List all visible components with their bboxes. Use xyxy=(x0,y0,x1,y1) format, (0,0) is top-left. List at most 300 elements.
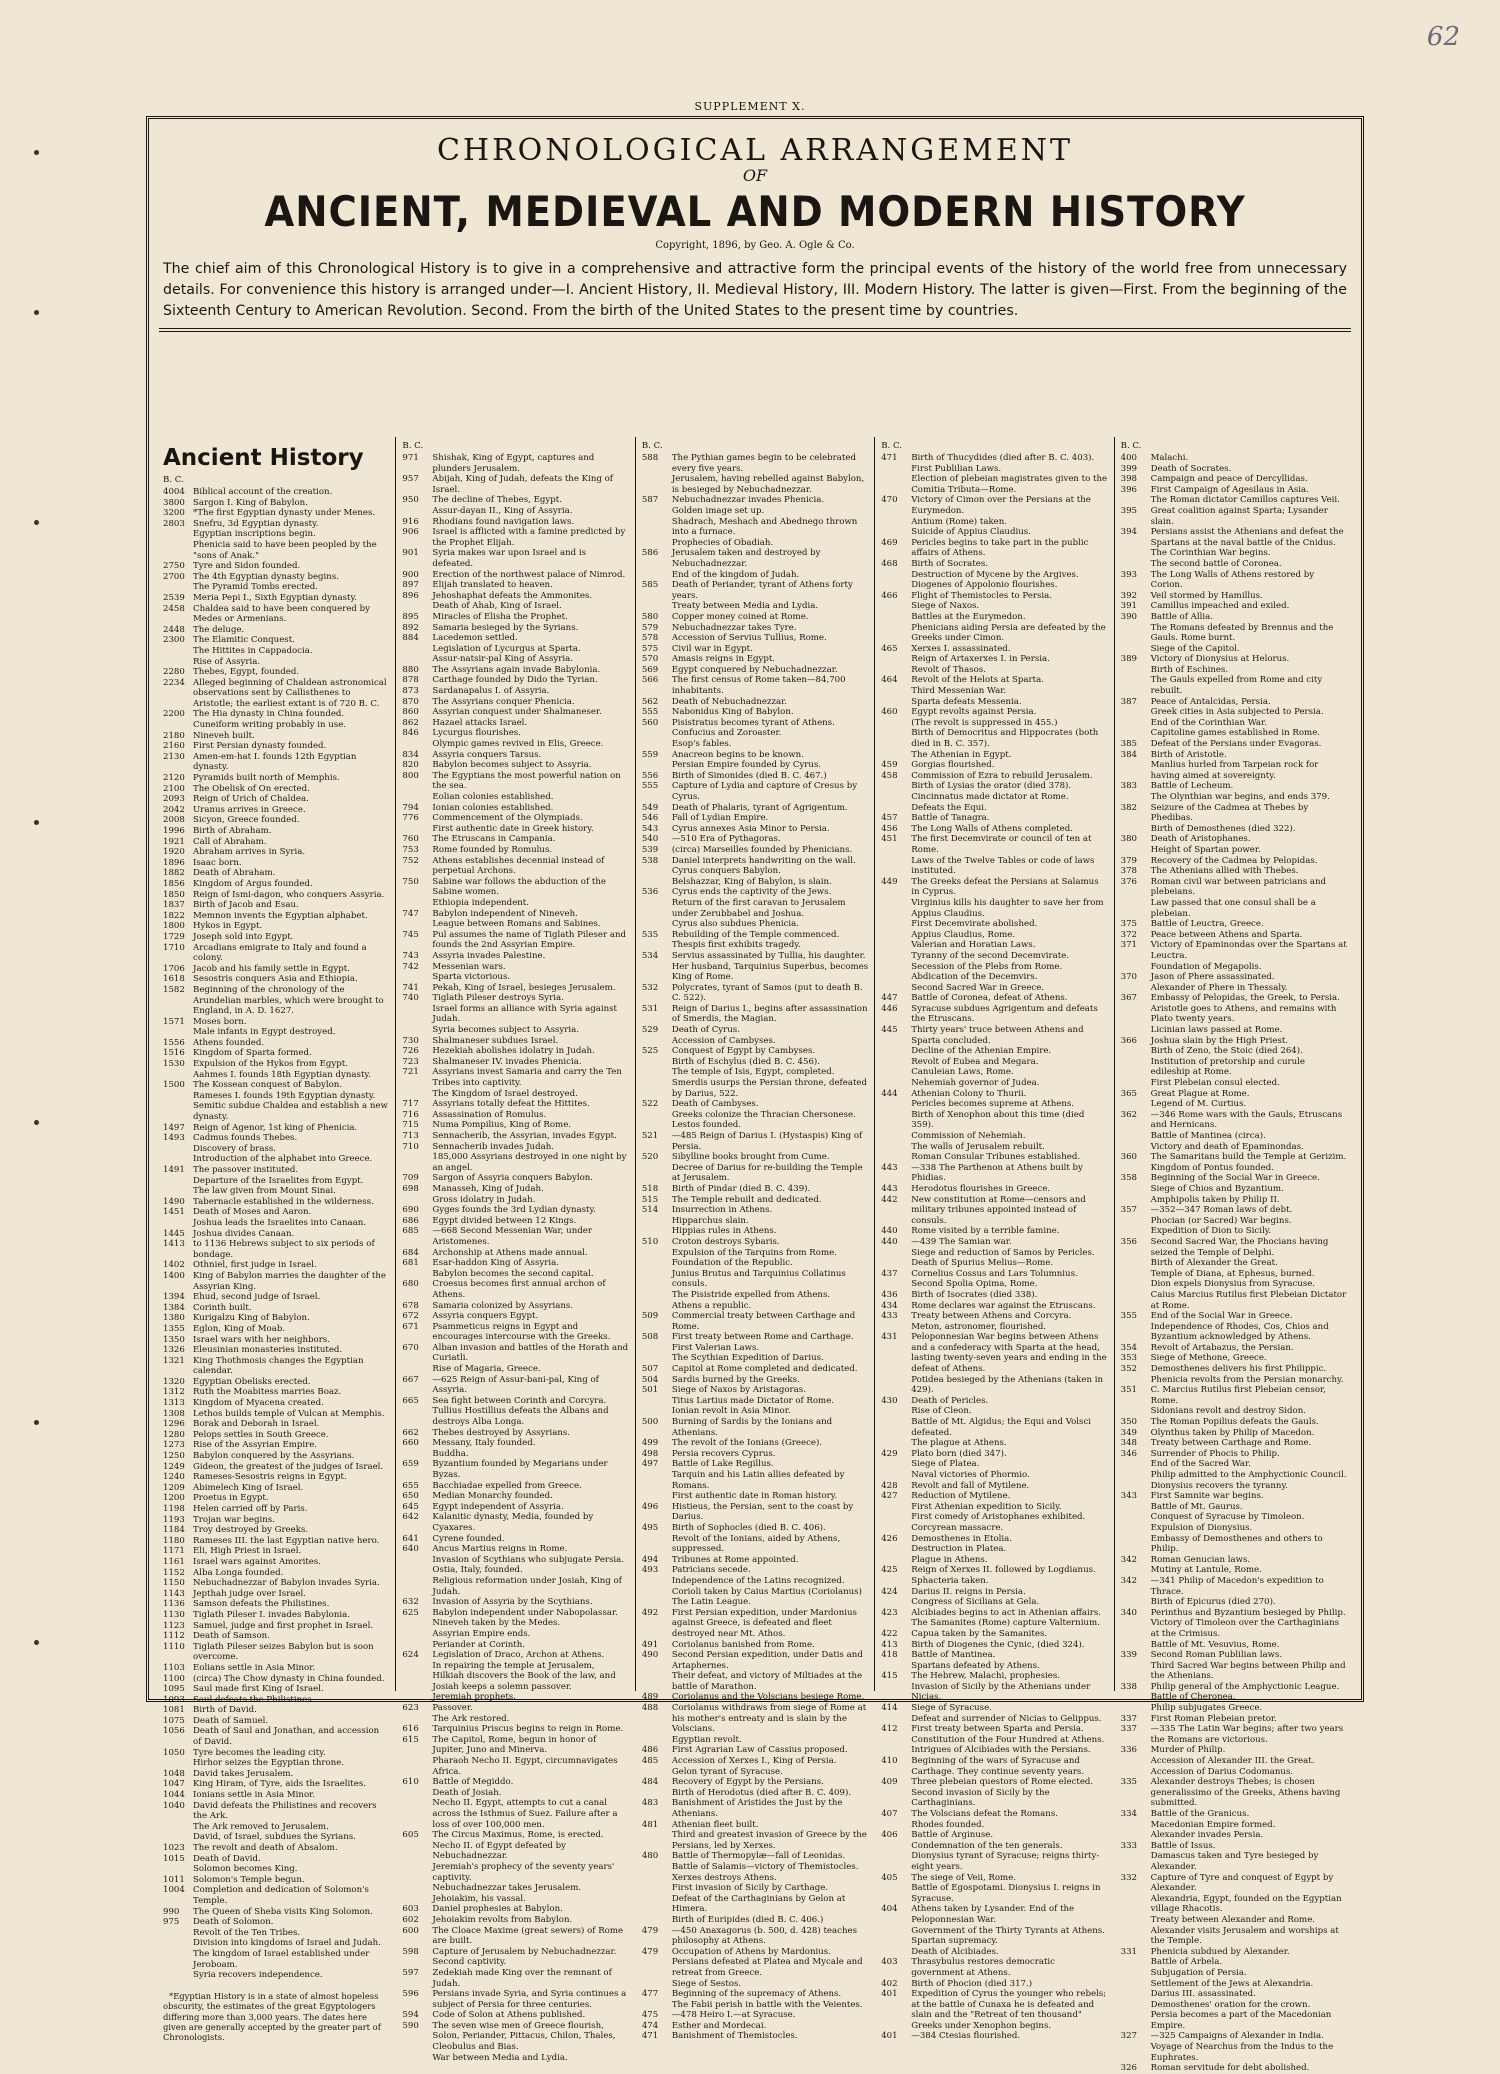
timeline-entry xyxy=(163,837,389,848)
entry-event: Ancus Martius reigns in Rome. xyxy=(432,1544,568,1555)
timeline-entry xyxy=(642,1385,868,1396)
timeline-entry xyxy=(642,1248,868,1259)
timeline-entry xyxy=(163,1419,389,1430)
timeline-entry xyxy=(642,1067,868,1078)
entry-year: 655 xyxy=(402,1480,419,1491)
timeline-entry xyxy=(1121,739,1347,750)
entry-year xyxy=(881,1131,911,1142)
timeline-entry xyxy=(881,1650,1107,1661)
entry-event: Battle of Issus. xyxy=(1150,1840,1216,1851)
timeline-entry xyxy=(402,665,628,676)
entry-year: 357 xyxy=(1120,1205,1138,1216)
entry-year xyxy=(642,1735,672,1746)
timeline-entry xyxy=(1121,1989,1347,2000)
timeline-entry xyxy=(163,1546,389,1557)
timeline-entry xyxy=(402,951,628,962)
timeline-entry xyxy=(642,1110,868,1121)
timeline-entry xyxy=(642,1036,868,1047)
entry-year xyxy=(642,728,672,739)
timeline-entry xyxy=(642,1989,868,2000)
timeline-entry xyxy=(1121,1078,1347,1089)
entry-event: Median Monarchy founded. xyxy=(432,1491,553,1502)
page-title: ANCIENT, MEDIEVAL AND MODERN HISTORY xyxy=(264,187,1246,236)
entry-event: Rome declares war against the Etruscans. xyxy=(911,1300,1096,1311)
entry-year xyxy=(881,1046,911,1057)
entry-year: 337 xyxy=(1120,1724,1138,1735)
timeline-entry xyxy=(881,1544,1107,1555)
timeline-entry xyxy=(642,1926,868,1947)
entry-year xyxy=(402,1406,432,1427)
timeline-entry xyxy=(402,1608,628,1619)
entry-year xyxy=(642,1067,672,1078)
entry-year: 2750 xyxy=(163,561,185,572)
timeline-entry xyxy=(881,760,1107,771)
entry-event: Murder of Philip. xyxy=(1150,1745,1226,1756)
timeline-entry xyxy=(642,771,868,782)
entry-year xyxy=(1121,1279,1151,1290)
entry-year: 466 xyxy=(881,590,898,601)
entry-event: Death of Aristophanes. xyxy=(1150,834,1251,845)
binding-hole xyxy=(34,520,39,525)
timeline-entry xyxy=(163,1472,389,1483)
entry-year xyxy=(881,474,911,495)
timeline-entry xyxy=(881,1195,1107,1227)
timeline-entry xyxy=(881,1587,1107,1598)
timeline-entry xyxy=(1121,1555,1347,1566)
timeline-entry xyxy=(642,2031,868,2042)
entry-year xyxy=(1121,1099,1151,1110)
timeline-entry xyxy=(1121,495,1347,506)
timeline-entry xyxy=(642,1851,868,1862)
timeline-entry xyxy=(881,1046,1107,1057)
timeline-entry xyxy=(642,517,868,538)
entry-year: 776 xyxy=(402,813,419,824)
timeline-entry xyxy=(163,1917,389,1928)
timeline-entry xyxy=(163,1186,389,1197)
entry-year xyxy=(163,646,193,657)
entry-year: 402 xyxy=(881,1978,898,1989)
entry-year xyxy=(642,1883,672,1894)
timeline-entry xyxy=(1121,1417,1347,1428)
entry-year xyxy=(881,1523,911,1534)
timeline-entry xyxy=(402,845,628,856)
timeline-entry xyxy=(163,635,389,646)
entry-event: Athens founded. xyxy=(193,1037,265,1048)
entry-event: The seven wise men of Greece flourish, Solon, Periander, Pittacus, Chilon, Thales, Cleobulus and Bias. xyxy=(432,2020,616,2053)
timeline-entry xyxy=(1121,1226,1347,1237)
entry-year xyxy=(881,718,911,729)
intro-paragraph: The chief aim of this Chronological History is to give in a comprehensive and attractive form the principal events of the history of the world free from unnecessary details. For convenience this history is arranged under—I. Ancient History, II. Medieval History, III. Modern History. The latter is given—First. From the beginning of the Sixteenth Century to American Revolution. Second. From the birth of the United States to the present time by countries. xyxy=(163,261,1347,319)
timeline-entry xyxy=(1121,1640,1347,1651)
entry-year xyxy=(881,1597,911,1608)
timeline-entry xyxy=(402,1406,628,1427)
timeline-entry xyxy=(642,1756,868,1767)
entry-event: Decree of Darius for re-building the Temple at Jerusalem. xyxy=(671,1162,863,1184)
entry-year xyxy=(1121,675,1151,696)
timeline-entry xyxy=(402,1449,628,1460)
entry-event: Third Messenian War. xyxy=(911,686,1007,697)
entry-year xyxy=(881,1067,911,1078)
timeline-entry xyxy=(163,868,389,879)
timeline-entry xyxy=(881,1226,1107,1237)
entry-event: Eolians settle in Asia Minor. xyxy=(193,1662,316,1673)
entry-year: 342 xyxy=(1120,1554,1138,1565)
entry-event: Reign of Xerxes II. followed by Logdianus. xyxy=(911,1565,1096,1576)
entry-event: The Obelisk of On erected. xyxy=(193,783,310,794)
entry-event: Sardanapalus I. of Assyria. xyxy=(432,686,550,697)
entry-year xyxy=(881,1947,911,1958)
entry-event: Death of Nebuchadnezzar. xyxy=(671,696,788,707)
entry-year: 1209 xyxy=(163,1482,185,1493)
entry-event: Battle of Mt. Gaurus. xyxy=(1150,1501,1243,1512)
entry-event: Greeks colonize the Thracian Chersonese. xyxy=(671,1109,856,1120)
entry-year xyxy=(402,1894,432,1905)
entry-event: Amen-em-hat I. founds 12th Egyptian dynasty. xyxy=(193,751,357,773)
entry-year: 382 xyxy=(1120,802,1138,813)
timeline-entry xyxy=(881,1703,1107,1714)
entry-year: 1015 xyxy=(163,1853,185,1864)
timeline-entry xyxy=(163,1345,389,1356)
timeline-entry xyxy=(402,675,628,686)
entry-event: —478 Heiro I.—at Syracuse. xyxy=(671,2010,796,2021)
entry-year xyxy=(163,1758,193,1769)
entry-event: Birth of Alexander the Great. xyxy=(1150,1258,1278,1269)
entry-year: 716 xyxy=(402,1109,419,1120)
entry-year: 642 xyxy=(402,1512,419,1523)
entry-year xyxy=(642,570,672,581)
timeline-entry xyxy=(402,1544,628,1555)
entry-year xyxy=(1121,1057,1151,1078)
entry-year: 740 xyxy=(402,993,419,1004)
timeline-entry xyxy=(163,805,389,816)
timeline-entry xyxy=(642,1438,868,1449)
timeline-entry xyxy=(163,1610,389,1621)
entry-event: Babylon becomes the second capital. xyxy=(432,1268,594,1279)
timeline-entry xyxy=(402,1459,628,1480)
timeline-entry xyxy=(1121,750,1347,761)
timeline-entry xyxy=(163,678,389,710)
entry-year: 430 xyxy=(881,1395,898,1406)
entry-event: Corcyrean massacre. xyxy=(911,1522,1004,1533)
entry-event: Jason of Phere assassinated. xyxy=(1150,972,1275,983)
binding-hole xyxy=(34,150,39,155)
era-label: B. C. xyxy=(881,441,902,451)
entry-year: 602 xyxy=(402,1914,419,1925)
entry-year: 794 xyxy=(402,802,419,813)
timeline-entry xyxy=(642,1057,868,1068)
entry-year: 880 xyxy=(402,664,419,675)
entry-year: 1308 xyxy=(163,1408,185,1419)
entry-event: Roman civil war between patricians and plebeians. xyxy=(1150,876,1327,898)
timeline-entry xyxy=(642,1290,868,1301)
entry-year: 1312 xyxy=(163,1387,185,1398)
entry-year: 645 xyxy=(402,1501,419,1512)
timeline-entry xyxy=(881,940,1107,951)
timeline-entry xyxy=(1121,877,1347,898)
entry-event: Birth of Eschylus (died B. C. 456). xyxy=(671,1056,821,1067)
entry-event: Invasion of Sicily by the Athenians under Nicias. xyxy=(911,1681,1091,1703)
binding-hole xyxy=(34,820,39,825)
entry-event: Tribunes at Rome appointed. xyxy=(671,1554,799,1565)
entry-event: Semitic subdue Chaldea and establish a new dynasty. xyxy=(193,1101,388,1123)
entry-event: Laws of the Twelve Tables or code of laws instituted. xyxy=(911,855,1095,877)
entry-year: 1152 xyxy=(163,1567,185,1578)
timeline-entry xyxy=(1121,824,1347,835)
entry-year: 623 xyxy=(402,1703,419,1714)
entry-event: Syria makes war upon Israel and is defeated. xyxy=(432,548,587,569)
entry-event: Second invasion of Sicily by the Carthaginians. xyxy=(911,1787,1050,1809)
entry-event: Nabonidus King of Babylon. xyxy=(671,707,794,718)
timeline-entry xyxy=(881,1290,1107,1301)
entry-year: 587 xyxy=(641,495,659,506)
timeline-entry xyxy=(402,930,628,951)
entry-year: 376 xyxy=(1120,876,1138,887)
entry-year: 497 xyxy=(641,1459,659,1470)
timeline-entry xyxy=(1121,2010,1347,2031)
timeline-entry xyxy=(163,1409,389,1420)
entry-year xyxy=(642,1036,672,1047)
entry-year: 665 xyxy=(402,1395,419,1406)
entry-event: Second Spolia Opima, Rome. xyxy=(911,1279,1038,1290)
entry-event: Capitoline games established in Rome. xyxy=(1150,728,1321,739)
timeline-entry xyxy=(642,1640,868,1651)
timeline-entry xyxy=(881,1904,1107,1925)
entry-year: 753 xyxy=(402,844,419,855)
timeline-entry xyxy=(402,2010,628,2021)
timeline-entry xyxy=(642,845,868,856)
timeline-entry xyxy=(163,1070,389,1081)
entry-year xyxy=(1121,1894,1151,1915)
timeline-entry xyxy=(163,1525,389,1536)
entry-event: Religious reformation under Josiah, King of Judah. xyxy=(432,1575,622,1597)
entry-event: Phenicia subdued by Alexander. xyxy=(1150,1946,1290,1957)
entry-year xyxy=(642,1873,672,1884)
timeline-entry xyxy=(881,983,1107,994)
entry-year: 342 xyxy=(1120,1575,1138,1586)
entry-year xyxy=(642,1979,672,1990)
timeline-entry xyxy=(881,1004,1107,1025)
entry-event: Beginning of the Social War in Greece. xyxy=(1150,1173,1320,1184)
timeline-entry xyxy=(163,1483,389,1494)
entry-year xyxy=(1121,1004,1151,1025)
timeline-entry xyxy=(1121,1745,1347,1756)
entry-year: 597 xyxy=(402,1967,419,1978)
timeline-entry xyxy=(402,1481,628,1492)
entry-year: 710 xyxy=(402,1141,419,1152)
timeline-entry xyxy=(1121,2000,1347,2011)
timeline-entry xyxy=(402,1512,628,1533)
entry-year: 394 xyxy=(1120,527,1138,538)
timeline-entry xyxy=(881,718,1107,729)
entry-year xyxy=(881,1248,911,1259)
entry-event: Accession of Darius Codomanus. xyxy=(1150,1766,1294,1777)
entry-event: The Athenian in Egypt. xyxy=(911,749,1012,760)
timeline-entry xyxy=(642,1862,868,1873)
entry-event: The siege of Veii, Rome. xyxy=(911,1872,1017,1883)
entry-event: Battle of Lake Regillus. xyxy=(671,1459,774,1470)
title-top: CHRONOLOGICAL ARRANGEMENT xyxy=(436,133,1074,168)
entry-event: Esther and Mordecai. xyxy=(671,2020,767,2031)
entry-year: 2180 xyxy=(163,730,185,741)
entry-year: 1047 xyxy=(163,1779,185,1790)
timeline-entry xyxy=(163,1674,389,1685)
entry-event: Thebes, Egypt, founded. xyxy=(193,667,300,678)
entry-year: 1800 xyxy=(163,921,185,932)
entry-year xyxy=(1121,1640,1151,1651)
entry-event: —439 The Samian war. xyxy=(911,1236,1012,1247)
timeline-entry xyxy=(881,1110,1107,1131)
entry-year xyxy=(881,1438,911,1449)
entry-event: Macedonian Empire formed. xyxy=(1150,1819,1276,1830)
entry-event: Egyptian revolt. xyxy=(671,1734,742,1745)
entry-event: Rise of Cleon. xyxy=(911,1406,972,1417)
entry-event: Three plebeian questors of Rome elected. xyxy=(911,1777,1094,1788)
entry-year: 1582 xyxy=(163,984,185,995)
entry-year: 1350 xyxy=(163,1334,185,1345)
timeline-entry xyxy=(402,739,628,750)
entry-event: Nineveh built. xyxy=(193,730,255,741)
entry-event: Egypt conquered by Nebuchadnezzar. xyxy=(671,664,838,675)
entry-event: Legislation of Lycurgus at Sparta. xyxy=(432,643,581,654)
entry-year xyxy=(642,1353,672,1364)
timeline-entry xyxy=(1121,1216,1347,1227)
entry-event: Uranus arrives in Greece. xyxy=(193,804,306,815)
entry-event: Herodotus flourishes in Greece. xyxy=(911,1183,1051,1194)
entry-event: Expulsion of Dionysius. xyxy=(1150,1522,1253,1533)
timeline-entry xyxy=(402,654,628,665)
entry-event: Babylon independent of Nineveh. xyxy=(432,908,578,919)
timeline-entry xyxy=(881,1788,1107,1809)
timeline-entry xyxy=(881,707,1107,718)
entry-year xyxy=(402,739,432,750)
entry-event: Siege of Sestos. xyxy=(671,1978,742,1989)
entry-year: 2234 xyxy=(163,677,185,688)
timeline-entry xyxy=(402,1099,628,1110)
entry-year xyxy=(1121,1025,1151,1036)
entry-event: Syria recovers independence. xyxy=(193,1970,323,1981)
timeline-entry xyxy=(402,919,628,930)
entry-year: 726 xyxy=(402,1046,419,1057)
timeline-entry xyxy=(881,1142,1107,1153)
entry-year xyxy=(642,1788,672,1799)
timeline-entry xyxy=(1121,930,1347,941)
entry-year xyxy=(1121,718,1151,729)
timeline-entry xyxy=(642,887,868,898)
timeline-entry xyxy=(881,1258,1107,1269)
entry-event: Egyptian Obelisks erected. xyxy=(193,1376,311,1387)
timeline-entry xyxy=(402,506,628,517)
column-2 xyxy=(396,437,635,2063)
entry-year xyxy=(402,506,432,517)
entry-year xyxy=(642,2000,672,2011)
timeline-entry xyxy=(1121,1481,1347,1492)
timeline-entry xyxy=(881,538,1107,559)
timeline-entry xyxy=(163,1218,389,1229)
entry-year: 2042 xyxy=(163,804,185,815)
entry-year xyxy=(881,464,911,475)
entry-event: Damascus taken and Tyre besieged by Alexander. xyxy=(1150,1851,1319,1872)
timeline-entry xyxy=(642,1406,868,1417)
entry-year xyxy=(642,866,672,877)
timeline-entry xyxy=(163,1790,389,1801)
entry-event: Assyria invades Palestine. xyxy=(432,950,546,961)
entry-event: The Circus Maximus, Rome, is erected. xyxy=(432,1830,604,1841)
timeline-entry xyxy=(163,572,389,583)
entry-event: Battle of Egospotami. Dionysius I. reigns in Syracuse. xyxy=(911,1883,1101,1904)
timeline-entry xyxy=(402,1777,628,1788)
timeline-entry xyxy=(163,784,389,795)
entry-event: The first census of Rome taken—84,700 inhabitants. xyxy=(671,675,846,697)
entry-year: 900 xyxy=(402,569,419,580)
timeline-entry xyxy=(642,1120,868,1131)
entry-year: 400 xyxy=(1120,453,1138,463)
entry-year: 641 xyxy=(402,1533,419,1544)
entry-year: 1822 xyxy=(163,910,185,921)
timeline-entry xyxy=(881,930,1107,941)
timeline-entry xyxy=(1121,1131,1347,1142)
entry-event: Victory of Dionysius at Helorus. xyxy=(1150,654,1290,665)
timeline-entry xyxy=(402,1957,628,1968)
entry-event: Coriolanus withdraws from siege of Rome at his mother's entreaty and is slain by the Volscians. xyxy=(671,1703,867,1735)
entry-year xyxy=(1121,1290,1151,1311)
timeline-entry xyxy=(402,813,628,824)
entry-year xyxy=(163,1832,193,1843)
entry-event: Treaty between Media and Lydia. xyxy=(671,601,819,612)
entry-year: 535 xyxy=(641,929,659,940)
timeline-entry xyxy=(642,707,868,718)
entry-year: 445 xyxy=(881,1025,898,1036)
entry-year: 1048 xyxy=(163,1768,185,1779)
timeline-entry xyxy=(163,1832,389,1843)
timeline-entry xyxy=(163,498,389,509)
timeline-entry xyxy=(642,1226,868,1237)
timeline-entry xyxy=(881,474,1107,495)
timeline-entry xyxy=(642,1650,868,1671)
timeline-entry xyxy=(881,1131,1107,1142)
timeline-entry xyxy=(881,1809,1107,1820)
timeline-entry xyxy=(881,1089,1107,1100)
entry-event: Demosthenes' oration for the crown. xyxy=(1150,1999,1311,2010)
entry-year: 539 xyxy=(641,844,659,855)
entry-year xyxy=(163,720,193,731)
timeline-entry xyxy=(402,1438,628,1449)
entry-event: The passover instituted. xyxy=(193,1165,299,1175)
entry-event: Amasis reigns in Egypt. xyxy=(671,654,776,665)
entry-event: Rhodians found navigation laws. xyxy=(432,516,575,527)
entry-year: 2008 xyxy=(163,815,185,826)
entry-year: 496 xyxy=(641,1501,659,1512)
entry-year: 434 xyxy=(881,1300,898,1311)
timeline-entry xyxy=(163,1801,389,1822)
entry-year xyxy=(163,1970,193,1981)
entry-year xyxy=(163,1218,193,1229)
timeline-entry xyxy=(642,1195,868,1206)
timeline-entry xyxy=(881,1979,1107,1990)
entry-year: 2200 xyxy=(163,709,185,720)
entry-year xyxy=(163,1928,193,1939)
entry-event: Phenicia revolts from the Persian monarchy. xyxy=(1150,1374,1344,1385)
timeline-entry xyxy=(163,1335,389,1346)
entry-year: 354 xyxy=(1120,1342,1138,1353)
entry-year xyxy=(1121,792,1151,803)
entry-year: 1023 xyxy=(163,1843,185,1853)
timeline-entry xyxy=(1121,1353,1347,1364)
timeline-entry xyxy=(881,993,1107,1004)
timeline-entry xyxy=(1121,845,1347,856)
timeline-entry xyxy=(881,1841,1107,1852)
timeline-entry xyxy=(163,1695,389,1706)
timeline-entry xyxy=(881,1438,1107,1449)
